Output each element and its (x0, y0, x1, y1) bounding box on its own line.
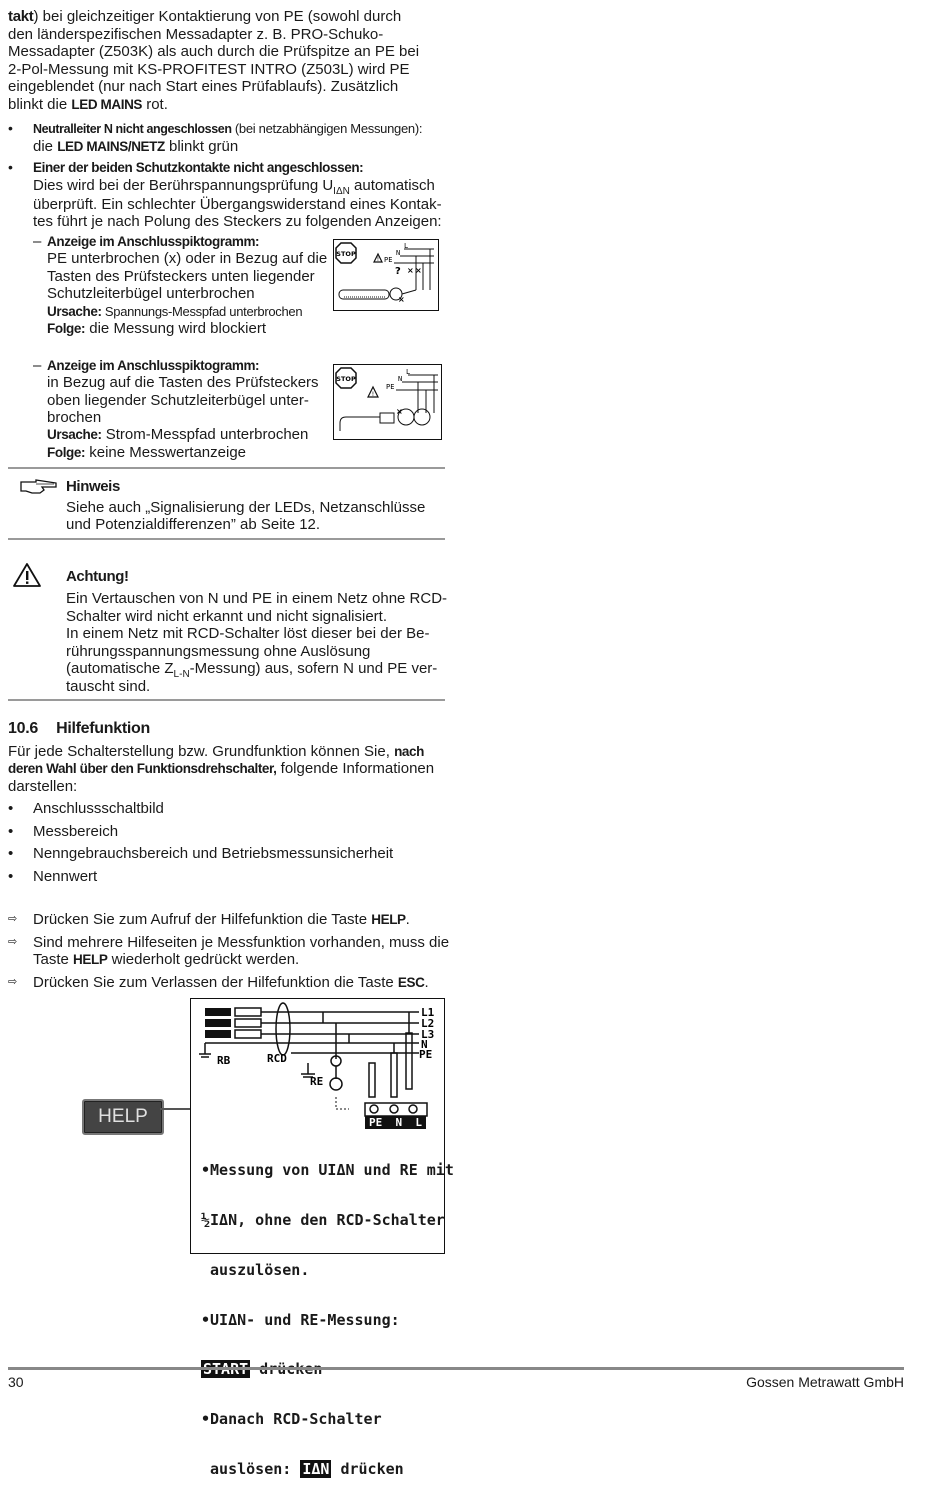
caution-title: Achtung! (66, 568, 129, 585)
intro-line-6: blinkt die (8, 96, 72, 113)
hint-title: Hinweis (66, 478, 120, 495)
section-title: Hilfefunktion (56, 720, 150, 737)
sub2-cause: Strom-Messpfad unterbrochen (101, 426, 309, 443)
caution-line5: (automatische Z (66, 660, 174, 677)
sub2-line2: oben liegender Schutzleiterbügel unter- (47, 392, 309, 409)
idn-key: IΔN (302, 1459, 330, 1478)
list-item-text: Nenngebrauchsbereich und Betriebsmessunsicherheit (33, 845, 394, 862)
svg-text:PE: PE (386, 383, 395, 391)
help-text-line2: ½IΔN, ohne den RCD-Schalter (201, 1210, 445, 1229)
bullet-pc-line3: tes führt je nach Polung des Steckers zu folgenden Anzeigen: (33, 213, 442, 230)
connection-pictogram-pe-interrupted (333, 239, 439, 311)
help-text-line4: •UIΔN- und RE-Messung: (201, 1310, 400, 1329)
hint-line2: und Potenzialdifferenzen” ab Seite 12. (66, 516, 321, 533)
svg-text:!: ! (376, 256, 380, 263)
svg-text:PE: PE (384, 256, 393, 264)
svg-text:STOP: STOP (336, 375, 356, 383)
help-text-line3: auszulösen. (201, 1260, 310, 1279)
intro-line-5: eingeblendet (nur nach Start eines Prüfablaufs). Zusätzlich (8, 78, 399, 95)
help-button-connector (160, 1108, 191, 1110)
test-plug-icon (340, 407, 430, 431)
help-text-line7-start: auslösen: (201, 1459, 301, 1478)
warning-icon (368, 387, 378, 398)
svg-text:L1: L1 (421, 1006, 435, 1019)
help-key-label: HELP (371, 912, 406, 927)
caution-line6: tauscht sind. (66, 678, 151, 695)
bullet-dot: • (8, 159, 13, 175)
led-mains-label: LED MAINS (71, 97, 143, 112)
intro-line-1: ) bei gleichzeitiger Kontaktierung von PE (sowohl durch (33, 8, 402, 25)
test-plug-icon (339, 288, 416, 304)
svg-text:L: L (404, 242, 409, 250)
svg-text:?: ? (395, 266, 401, 277)
help-text-line7-end: drücken (331, 1459, 404, 1478)
dash: – (33, 233, 42, 250)
help-wiring-diagram (191, 999, 444, 1121)
step-1-end: . (405, 911, 410, 928)
list-item-text: Nennwert (33, 868, 98, 885)
caution-line1: Ein Vertauschen von N und PE in einem Netz ohne RCD- (66, 590, 448, 607)
help-text-line1: •Messung von UIΔN und RE mit (201, 1161, 454, 1180)
help-button-label: HELP (98, 1106, 148, 1127)
bullet-pc-line1: Dies wird bei der Berührspannungsprüfung U (33, 177, 334, 194)
bullet-pc-title: Einer der beiden Schutzkontakte nicht angeschlossen: (33, 160, 364, 175)
svg-text:×: × (396, 407, 403, 416)
help-text-line7 (201, 1461, 454, 1478)
uidn-subscript: IΔN (333, 186, 350, 197)
intro-bold: takt (8, 8, 34, 25)
list-item-text: Anschlussschaltbild (33, 800, 164, 817)
caution-line2: Schalter wird nicht erkannt und nicht signalisiert. (66, 608, 387, 625)
supply-transformer-icon (205, 1008, 261, 1038)
stop-icon (336, 243, 356, 263)
bullet-pc-line2: überprüft. Ein schlechter Übergangswiderstand eines Kontak- (33, 196, 442, 213)
caution-line5-end: -Messung) aus, sofern N und PE ver- (189, 660, 438, 677)
page-number: 30 (8, 1374, 24, 1390)
sub1-result: die Messung wird blockiert (85, 320, 267, 337)
caution-line4: rührungsspannungsmessung ohne Auslösung (66, 643, 371, 660)
sub2-cause-label: Ursache: (47, 427, 102, 442)
sub1-title: Anzeige im Anschlusspiktogramm: (47, 234, 260, 249)
svg-text:STOP: STOP (336, 250, 356, 258)
help-screen (190, 998, 454, 1478)
section-para-bold-2: deren Wahl über den Funktionsdrehschalter, (8, 761, 277, 776)
sub2-title: Anzeige im Anschlusspiktogramm: (47, 358, 260, 373)
svg-text:×: × (407, 266, 414, 275)
svg-text:N: N (421, 1038, 428, 1051)
section-para-line1: Für jede Schalterstellung bzw. Grundfunktion können Sie, (8, 743, 395, 760)
svg-text:L3: L3 (421, 1028, 435, 1041)
bullet-neutral-line2: die (33, 138, 58, 155)
step-3-end: . (424, 974, 429, 991)
divider (8, 467, 445, 469)
svg-text:RCD: RCD (267, 1052, 287, 1065)
step-1-text: Drücken Sie zum Aufruf der Hilfefunktion die Taste (33, 911, 372, 928)
svg-text:L: L (406, 368, 411, 376)
sub2-line3: brochen (47, 409, 102, 426)
svg-text:RB: RB (217, 1054, 231, 1067)
sub1-line1: PE unterbrochen (x) oder in Bezug auf die (47, 250, 328, 267)
warning-icon (374, 254, 382, 263)
led-mains-netz-label: LED MAINS/NETZ (57, 139, 165, 154)
footer-rule (8, 1367, 904, 1370)
step-3-text: Drücken Sie zum Verlassen der Hilfefunktion die Taste (33, 974, 398, 991)
sub1-line2: Tasten des Prüfsteckers unten liegender (47, 268, 315, 285)
step-2-line1: Sind mehrere Hilfeseiten je Messfunktion vorhanden, muss die (33, 934, 450, 951)
company-name: Gossen Metrawatt GmbH (746, 1374, 904, 1390)
esc-key-label: ESC (397, 975, 425, 990)
help-text-line6: •Danach RCD-Schalter (201, 1410, 382, 1429)
help-button[interactable] (82, 1099, 164, 1135)
sub1-line3: Schutzleiterbügel unterbrochen (47, 285, 255, 302)
plug-label-bar: PE N L (365, 1116, 426, 1129)
list-item-text: Messbereich (33, 823, 119, 840)
pictogram-2-drawing (334, 365, 441, 439)
section-para-line3: darstellen: (8, 778, 78, 795)
pointing-hand-icon (20, 478, 60, 501)
intro-line-6-end: rot. (142, 96, 168, 113)
step-arrow-icon: ⇨ (8, 936, 18, 948)
help-text (201, 1129, 454, 1511)
svg-text:!: ! (371, 391, 375, 398)
stop-icon (336, 368, 356, 388)
hint-line1: Siehe auch „Signalisierung der LEDs, Netzanschlüsse (66, 499, 426, 516)
zln-subscript: L-N (173, 669, 190, 680)
svg-text:PE: PE (419, 1048, 433, 1061)
svg-text:RE: RE (310, 1075, 324, 1088)
bullet-neutral-rest: (bei netzabhängigen Messungen): (231, 121, 423, 136)
bullet-neutral-title: Neutralleiter N nicht angeschlossen (33, 122, 232, 136)
sub2-line1: in Bezug auf die Tasten des Prüfsteckers (47, 374, 319, 391)
step-arrow-icon: ⇨ (8, 976, 18, 988)
caution-line3: In einem Netz mit RCD-Schalter löst dieser bei der Be- (66, 625, 430, 642)
connection-pictogram-upper-bar (333, 364, 442, 440)
intro-line-2: den länderspezifischen Messadapter z. B. PRO-Schuko- (8, 26, 384, 43)
sub1-cause: Spannungs-Messpfad unterbrochen (101, 304, 303, 319)
warning-icon (12, 562, 42, 593)
step-2-line2: Taste (33, 951, 74, 968)
svg-text:×: × (415, 266, 422, 275)
bullet-pc-line1-end: automatisch (349, 177, 435, 194)
pictogram-1-drawing (334, 240, 438, 310)
section-heading (8, 720, 150, 738)
bullet-neutral-line2-end: blinkt grün (164, 138, 239, 155)
section-para-bold: nach (394, 744, 424, 759)
svg-text:×: × (398, 295, 405, 304)
dash: – (33, 357, 42, 374)
svg-text:N: N (398, 375, 403, 383)
step-arrow-icon: ⇨ (8, 913, 18, 925)
sub1-cause-label: Ursache: (47, 304, 102, 319)
sub1-result-label: Folge: (47, 321, 86, 336)
divider (8, 538, 445, 540)
section-para-line2: folgende Informationen (276, 760, 435, 777)
intro-line-3: Messadapter (Z503K) als auch durch die Prüfspitze an PE bei (8, 43, 420, 60)
svg-text:N: N (396, 249, 401, 257)
intro-line-4: 2-Pol-Messung mit KS-PROFITEST INTRO (Z503L) wird PE (8, 61, 410, 78)
step-2-end: wiederholt gedrückt werden. (107, 951, 300, 968)
section-number: 10.6 (8, 720, 38, 737)
divider (8, 699, 445, 701)
help-key-label: HELP (73, 952, 108, 967)
bullet-dot: • (8, 120, 13, 136)
sub2-result: keine Messwertanzeige (85, 444, 247, 461)
sub2-result-label: Folge: (47, 445, 86, 460)
svg-text:L2: L2 (421, 1017, 435, 1030)
